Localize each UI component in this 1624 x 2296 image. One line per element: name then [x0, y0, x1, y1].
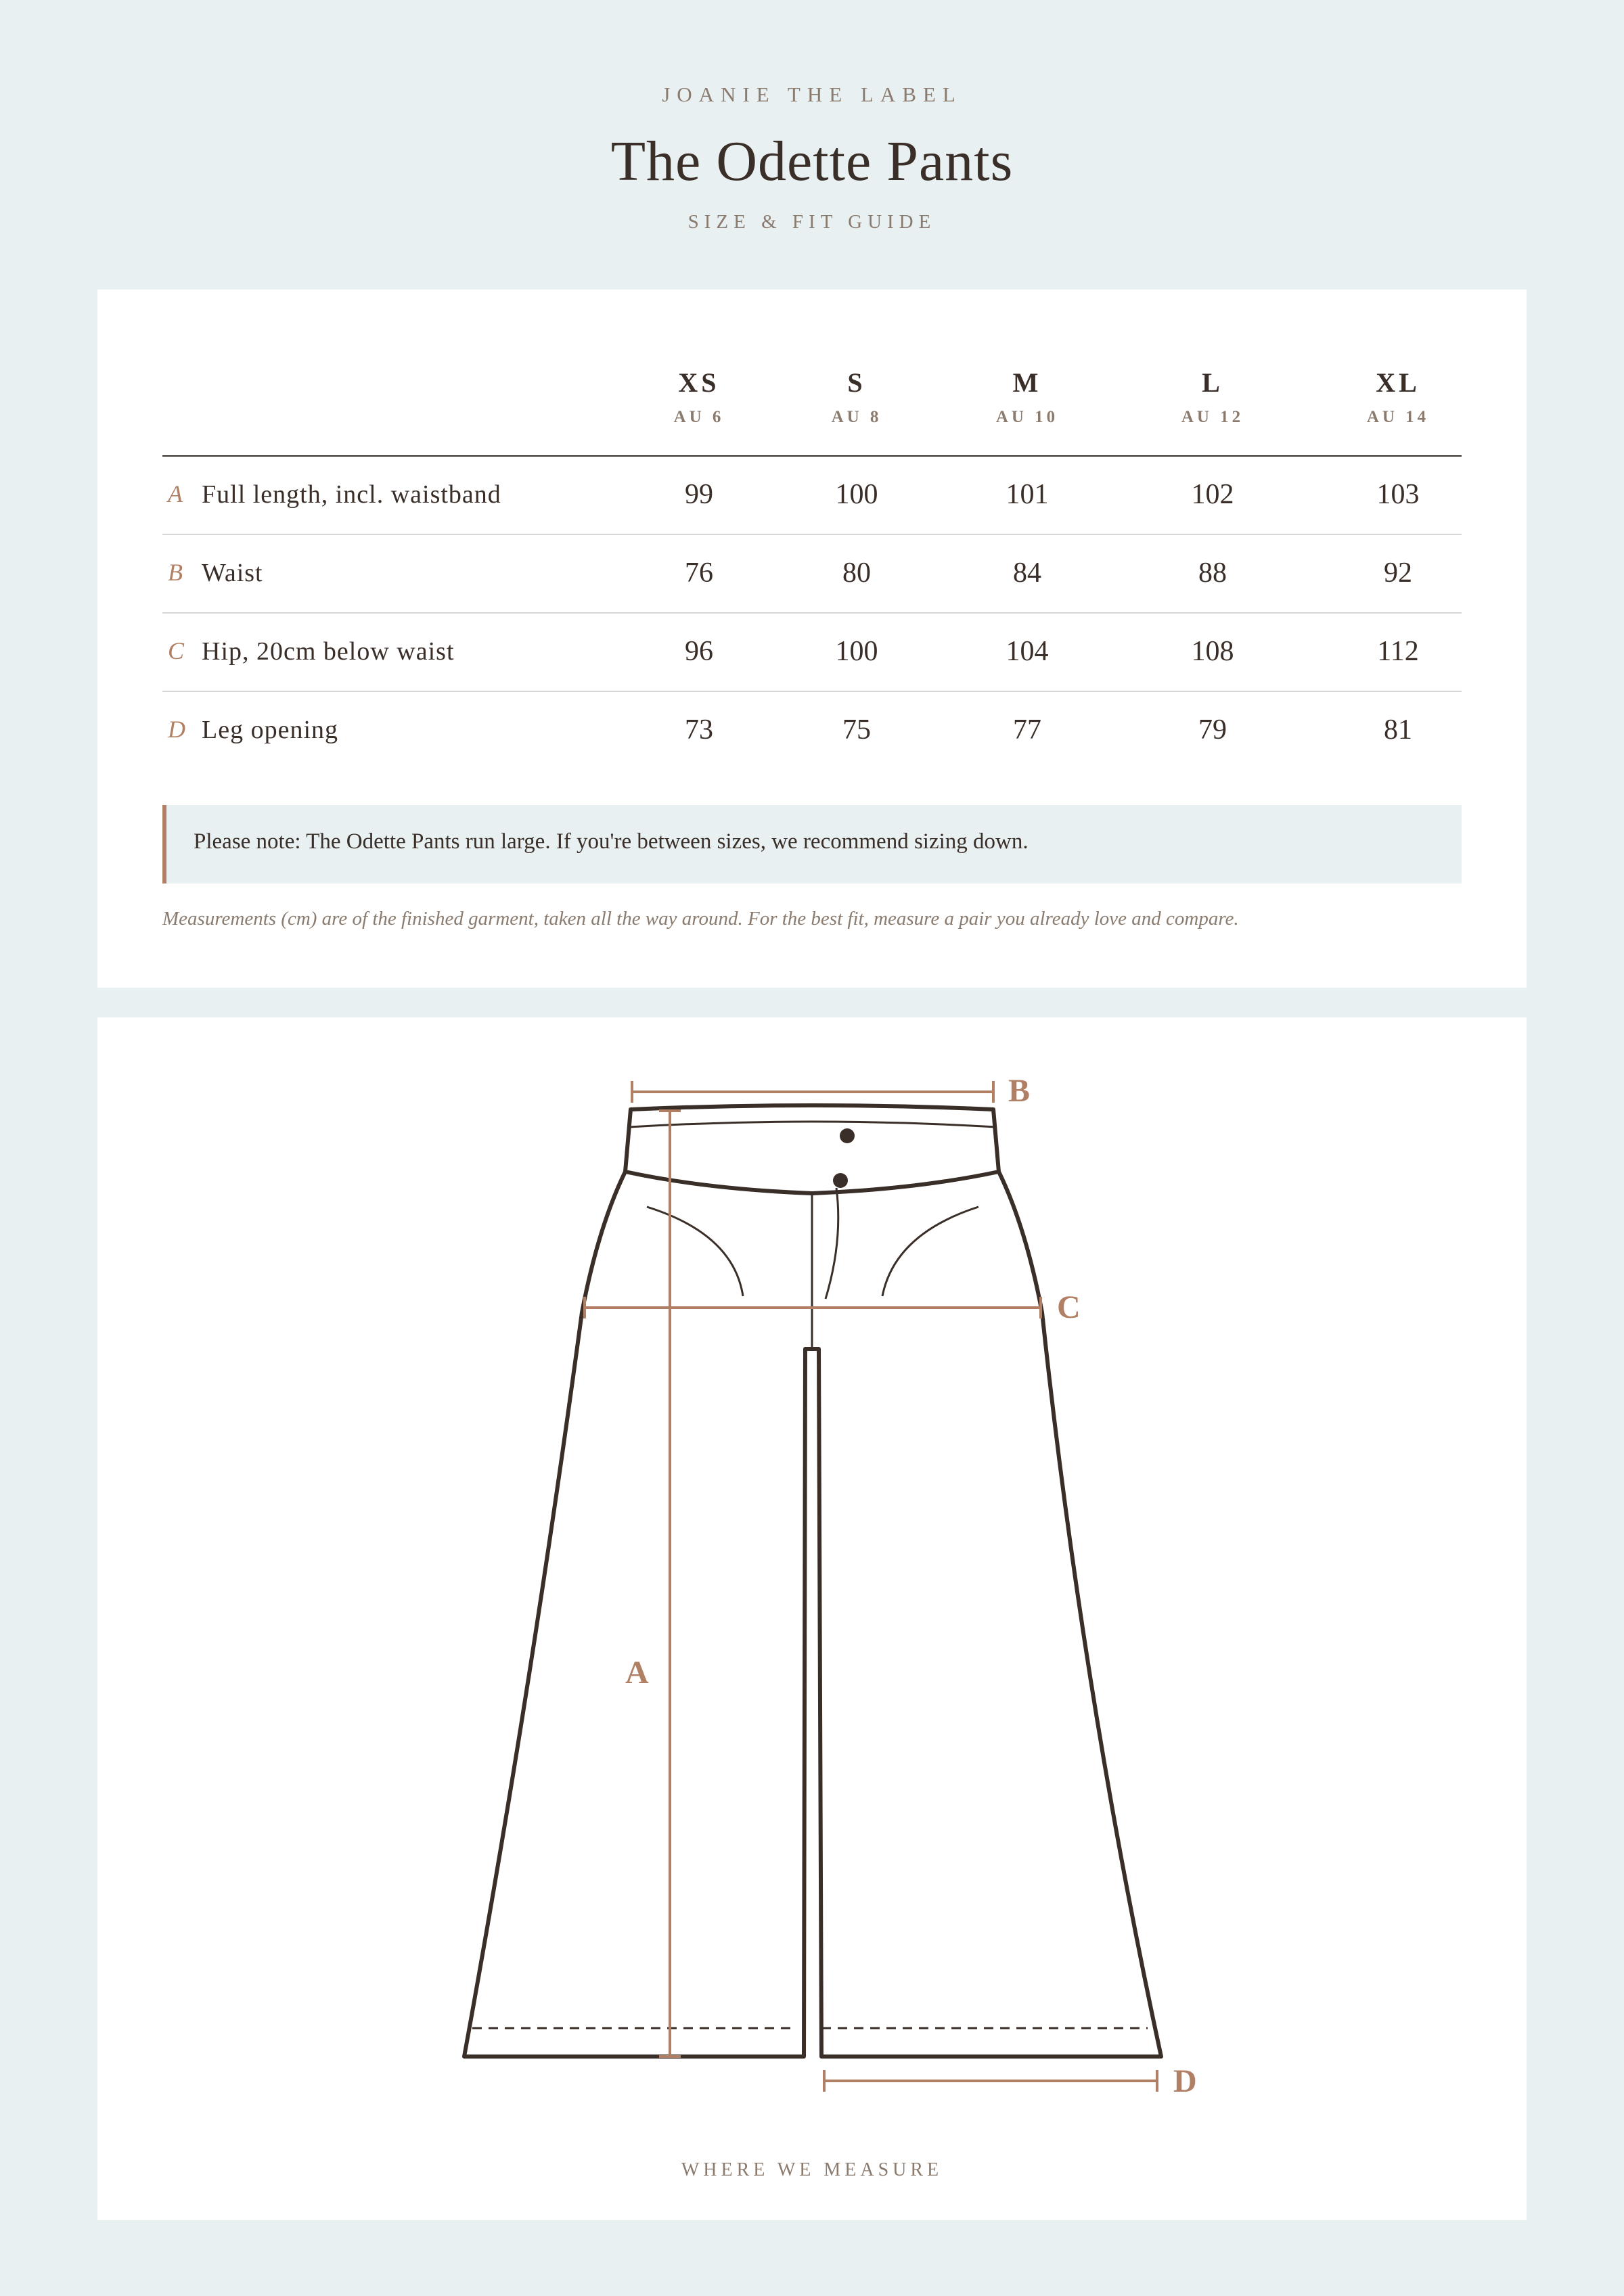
size-name: S — [847, 367, 866, 398]
waistband-seam — [625, 1172, 999, 1193]
size-au: AU 12 — [1181, 408, 1244, 426]
size-au: AU 6 — [673, 408, 725, 426]
measurement-diagram-card — [97, 1017, 1527, 2220]
measure-letter: D — [168, 716, 185, 743]
size-header-xs — [631, 367, 767, 427]
size-name: XL — [1376, 367, 1420, 398]
measurement-footnote: Measurements (cm) are of the finished garment, taken all the way around. For the best fit, measure a pair you already love and compare. — [162, 908, 1239, 929]
button-icon — [833, 1173, 848, 1188]
brand-name: JOANIE THE LABEL — [662, 83, 962, 106]
diagram-caption: WHERE WE MEASURE — [681, 2159, 943, 2180]
table-row — [162, 535, 1462, 612]
table-cell: 96 — [685, 636, 713, 667]
sizing-note — [162, 805, 1462, 883]
table-cell: 79 — [1198, 714, 1227, 745]
pants-diagram — [97, 1017, 1527, 2220]
table-cell: 102 — [1191, 479, 1234, 510]
measure-label-a: A — [625, 1655, 649, 1691]
size-header-m — [960, 367, 1095, 427]
measure-label: Full length, incl. waistband — [202, 480, 501, 509]
table-cell: 77 — [1013, 714, 1041, 745]
leg-opening-measure-line — [824, 2070, 1157, 2092]
size-name: XS — [678, 367, 720, 398]
measure-label-b: B — [1008, 1073, 1031, 1109]
table-cell: 101 — [1006, 479, 1049, 510]
table-cell: 100 — [835, 479, 878, 510]
table-row — [162, 614, 1462, 691]
waist-measure-line — [632, 1081, 993, 1103]
size-header-s — [789, 367, 924, 427]
fly-stitch — [826, 1188, 838, 1299]
size-table-card — [97, 290, 1527, 988]
measure-letter: A — [168, 480, 183, 507]
measure-label: Waist — [202, 559, 263, 587]
measure-letter: C — [168, 637, 185, 664]
table-cell: 84 — [1013, 557, 1041, 589]
table-cell: 73 — [685, 714, 713, 745]
button-icon — [840, 1128, 855, 1143]
table-cell: 112 — [1377, 636, 1419, 667]
measure-label: Hip, 20cm below waist — [202, 637, 455, 666]
table-cell: 75 — [842, 714, 871, 745]
table-row — [162, 692, 1462, 769]
table-cell: 92 — [1384, 557, 1412, 589]
length-measure-line — [659, 1111, 681, 2057]
table-cell: 88 — [1198, 557, 1227, 589]
size-name: M — [1012, 367, 1042, 398]
left-pocket — [647, 1207, 743, 1296]
table-cell: 80 — [842, 557, 871, 589]
size-name: L — [1202, 367, 1223, 398]
measure-label: Leg opening — [202, 716, 339, 744]
measure-letter: B — [168, 559, 183, 586]
waistband-top-line — [629, 1122, 996, 1127]
table-cell: 104 — [1006, 636, 1049, 667]
size-header-xl — [1330, 367, 1466, 427]
page-subtitle: SIZE & FIT GUIDE — [687, 211, 937, 233]
table-cell: 100 — [835, 636, 878, 667]
table-cell: 103 — [1376, 479, 1420, 510]
table-cell: 99 — [685, 479, 713, 510]
table-cell: 81 — [1384, 714, 1412, 745]
right-pocket — [882, 1207, 978, 1296]
table-cell: 108 — [1191, 636, 1234, 667]
page-title: The Odette Pants — [610, 130, 1014, 193]
table-cell: 76 — [685, 557, 713, 589]
size-au: AU 8 — [831, 408, 882, 426]
measure-label-d: D — [1173, 2063, 1197, 2099]
size-au: AU 14 — [1366, 408, 1430, 426]
size-header-l — [1145, 367, 1280, 427]
size-au: AU 10 — [995, 408, 1059, 426]
measure-label-c: C — [1057, 1289, 1081, 1325]
table-row — [162, 457, 1462, 534]
sizing-note-text: Please note: The Odette Pants run large. If you're between sizes, we recommend sizing down. — [194, 829, 1029, 854]
